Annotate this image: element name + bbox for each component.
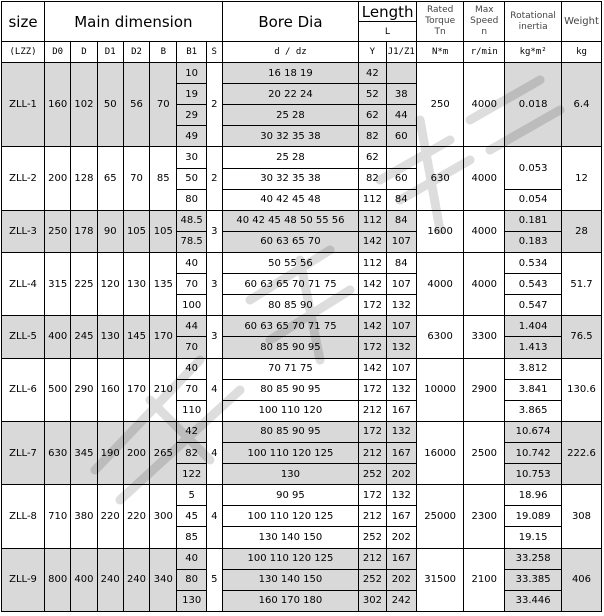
inertia-cell: 18.96: [505, 485, 562, 506]
torque-cell: 25000: [417, 485, 464, 548]
rotational-inertia-header: [505, 2, 562, 42]
unit-cell: B: [150, 42, 177, 63]
torque-cell: 10000: [417, 358, 464, 421]
s-cell: 3: [206, 210, 222, 252]
speed-cell: 4000: [464, 210, 505, 252]
inertia-cell: 0.018: [505, 63, 562, 147]
bore-cell: 60 63 65 70: [222, 231, 359, 252]
torque-header-line: Tn: [434, 27, 446, 37]
model-d-cell: 380: [71, 485, 97, 548]
unit-cell: kg*m²: [505, 42, 562, 63]
y-cell: 82: [359, 168, 386, 189]
b1-cell: 40: [177, 252, 206, 273]
weight-cell: 308: [561, 485, 601, 548]
length-sub-header: L: [359, 22, 417, 42]
b1-cell: 5: [177, 485, 206, 506]
table-body: [2, 63, 602, 612]
y-cell: 142: [359, 358, 386, 379]
torque-cell: 250: [417, 63, 464, 147]
rated-torque-header: [417, 2, 464, 42]
b1-cell: 30: [177, 147, 206, 168]
model-d-cell: 128: [71, 147, 97, 210]
b1-cell: 70: [177, 379, 206, 400]
model-b-cell: 105: [150, 210, 177, 252]
j1-cell: 167: [386, 506, 416, 527]
inertia-cell: 1.413: [505, 337, 562, 358]
b1-cell: 110: [177, 400, 206, 421]
s-cell: 5: [206, 548, 222, 611]
unit-cell: N*m: [417, 42, 464, 63]
size-header: size: [2, 2, 45, 42]
j1-cell: 38: [386, 84, 416, 105]
model-b-cell: 265: [150, 421, 177, 484]
table-row: [2, 358, 602, 379]
model-d0-cell: 315: [45, 252, 71, 315]
b1-cell: 70: [177, 274, 206, 295]
model-d-cell: 178: [71, 210, 97, 252]
y-cell: 212: [359, 548, 386, 569]
b1-cell: 78.5: [177, 231, 206, 252]
j1-cell: 202: [386, 569, 416, 590]
model-b-cell: 210: [150, 358, 177, 421]
j1-cell: 107: [386, 358, 416, 379]
s-cell: 3: [206, 316, 222, 358]
unit-cell: D0: [45, 42, 71, 63]
inertia-cell: 0.053: [505, 147, 562, 189]
inertia-cell: 33.385: [505, 569, 562, 590]
model-b-cell: 340: [150, 548, 177, 611]
j1-cell: 60: [386, 168, 416, 189]
inertia-cell: 1.404: [505, 316, 562, 337]
inertia-cell: 0.547: [505, 295, 562, 316]
model-d1-cell: 65: [97, 147, 123, 210]
bore-cell: 100 110 120 125: [222, 506, 359, 527]
bore-cell: 160 170 180: [222, 590, 359, 611]
y-cell: 212: [359, 400, 386, 421]
j1-cell: 132: [386, 337, 416, 358]
y-cell: 62: [359, 147, 386, 168]
bore-cell: 100 110 120 125: [222, 548, 359, 569]
j1-cell: 167: [386, 548, 416, 569]
inertia-cell: 33.446: [505, 590, 562, 611]
y-cell: 252: [359, 464, 386, 485]
weight-cell: 406: [561, 548, 601, 611]
weight-cell: 12: [561, 147, 601, 210]
speed-cell: 2500: [464, 421, 505, 484]
y-cell: 252: [359, 527, 386, 548]
model-d2-cell: 240: [123, 548, 149, 611]
s-cell: 4: [206, 485, 222, 548]
model-d-cell: 102: [71, 63, 97, 147]
inertia-cell: 10.742: [505, 442, 562, 463]
bore-cell: 16 18 19: [222, 63, 359, 84]
torque-cell: 31500: [417, 548, 464, 611]
bore-cell: 80 85 90: [222, 295, 359, 316]
b1-cell: 19: [177, 84, 206, 105]
weight-cell: 130.6: [561, 358, 601, 421]
j1-cell: 202: [386, 527, 416, 548]
torque-cell: 630: [417, 147, 464, 210]
torque-cell: 1600: [417, 210, 464, 252]
header-row-top: [2, 2, 602, 22]
table-row: [2, 147, 602, 168]
model-b-cell: 170: [150, 316, 177, 358]
bore-cell: 70 71 75: [222, 358, 359, 379]
y-cell: 172: [359, 337, 386, 358]
y-cell: 212: [359, 442, 386, 463]
model-d2-cell: 170: [123, 358, 149, 421]
coupling-spec-table: [1, 1, 602, 612]
b1-cell: 48.5: [177, 210, 206, 231]
torque-cell: 4000: [417, 252, 464, 315]
bore-cell: 30 32 35 38: [222, 168, 359, 189]
torque-cell: 16000: [417, 421, 464, 484]
y-cell: 212: [359, 506, 386, 527]
unit-cell: J1/Z1: [386, 42, 416, 63]
model-d2-cell: 105: [123, 210, 149, 252]
j1-cell: 167: [386, 442, 416, 463]
y-cell: 302: [359, 590, 386, 611]
model-d1-cell: 130: [97, 316, 123, 358]
model-d-cell: 290: [71, 358, 97, 421]
speed-cell: 2300: [464, 485, 505, 548]
inertia-cell: 0.183: [505, 231, 562, 252]
inertia-cell: 10.753: [505, 464, 562, 485]
bore-cell: 80 85 90 95: [222, 379, 359, 400]
table-row: [2, 210, 602, 231]
unit-cell: r/min: [464, 42, 505, 63]
j1-cell: 84: [386, 210, 416, 231]
j1-cell: 107: [386, 274, 416, 295]
b1-cell: 100: [177, 295, 206, 316]
weight-cell: 6.4: [561, 63, 601, 147]
bore-cell: 50 55 56: [222, 252, 359, 273]
bore-cell: 20 22 24: [222, 84, 359, 105]
bore-cell: 130 140 150: [222, 569, 359, 590]
weight-cell: 28: [561, 210, 601, 252]
model-d1-cell: 220: [97, 485, 123, 548]
inertia-cell: 3.865: [505, 400, 562, 421]
inertia-cell: 19.089: [505, 506, 562, 527]
y-cell: 142: [359, 316, 386, 337]
y-cell: 112: [359, 189, 386, 210]
b1-cell: 130: [177, 590, 206, 611]
b1-cell: 85: [177, 527, 206, 548]
model-d2-cell: 56: [123, 63, 149, 147]
bore-cell: 40 42 45 48: [222, 189, 359, 210]
speed-cell: 3300: [464, 316, 505, 358]
bore-cell: 30 32 35 38: [222, 126, 359, 147]
torque-cell: 6300: [417, 316, 464, 358]
unit-row: [2, 42, 602, 63]
y-cell: 142: [359, 231, 386, 252]
bore-cell: 80 85 90 95: [222, 421, 359, 442]
model-b-cell: 135: [150, 252, 177, 315]
bore-cell: 25 28: [222, 147, 359, 168]
j1-cell: 132: [386, 295, 416, 316]
model-d0-cell: 630: [45, 421, 71, 484]
j1-cell: 132: [386, 485, 416, 506]
s-cell: 4: [206, 421, 222, 484]
speed-header-line: n: [481, 27, 488, 37]
bore-cell: 25 28: [222, 105, 359, 126]
j1-cell: 132: [386, 421, 416, 442]
torque-header-line: Rated: [426, 5, 454, 15]
speed-cell: 4000: [464, 252, 505, 315]
model-d-cell: 345: [71, 421, 97, 484]
y-cell: 252: [359, 569, 386, 590]
table-row: [2, 485, 602, 506]
model-d1-cell: 190: [97, 421, 123, 484]
length-header: Length: [359, 2, 417, 22]
model-d0-cell: 400: [45, 316, 71, 358]
model-d2-cell: 220: [123, 485, 149, 548]
j1-cell: 132: [386, 379, 416, 400]
model-d0-cell: 800: [45, 548, 71, 611]
j1-cell: 202: [386, 464, 416, 485]
unit-cell: D1: [97, 42, 123, 63]
j1-cell: 84: [386, 189, 416, 210]
weight-cell: 51.7: [561, 252, 601, 315]
b1-cell: 49: [177, 126, 206, 147]
j1-cell: 44: [386, 105, 416, 126]
model-b-cell: 300: [150, 485, 177, 548]
y-cell: 42: [359, 63, 386, 84]
j1-cell: 84: [386, 252, 416, 273]
model-b-cell: 70: [150, 63, 177, 147]
s-cell: 4: [206, 358, 222, 421]
y-cell: 112: [359, 210, 386, 231]
b1-cell: 82: [177, 442, 206, 463]
max-speed-header: [464, 2, 505, 42]
unit-cell: D2: [123, 42, 149, 63]
y-cell: 112: [359, 252, 386, 273]
weight-cell: 222.6: [561, 421, 601, 484]
model-d2-cell: 70: [123, 147, 149, 210]
bore-cell: 130: [222, 464, 359, 485]
unit-cell: Y: [359, 42, 386, 63]
b1-cell: 70: [177, 337, 206, 358]
torque-header-line: Torque: [425, 16, 456, 26]
inertia-cell: 0.054: [505, 189, 562, 210]
bore-dia-header: Bore Dia: [222, 2, 359, 42]
model-name-cell: ZLL-8: [2, 485, 45, 548]
model-name-cell: ZLL-3: [2, 210, 45, 252]
inertia-cell: 10.674: [505, 421, 562, 442]
b1-cell: 42: [177, 421, 206, 442]
inertia-cell: 0.181: [505, 210, 562, 231]
model-name-cell: ZLL-5: [2, 316, 45, 358]
table-row: [2, 421, 602, 442]
y-cell: 52: [359, 84, 386, 105]
y-cell: 172: [359, 295, 386, 316]
bore-cell: 60 63 65 70 71 75: [222, 274, 359, 295]
model-d0-cell: 160: [45, 63, 71, 147]
bore-cell: 130 140 150: [222, 527, 359, 548]
unit-cell: kg: [561, 42, 601, 63]
table-row: [2, 63, 602, 84]
unit-cell: d / dz: [222, 42, 359, 63]
y-cell: 172: [359, 421, 386, 442]
bore-cell: 90 95: [222, 485, 359, 506]
j1-cell: 107: [386, 231, 416, 252]
inertia-cell: 3.841: [505, 379, 562, 400]
unit-cell: (LZZ): [2, 42, 45, 63]
model-d0-cell: 250: [45, 210, 71, 252]
speed-header-line: Speed: [470, 16, 499, 26]
model-b-cell: 85: [150, 147, 177, 210]
j1-cell: 60: [386, 126, 416, 147]
speed-cell: 2100: [464, 548, 505, 611]
b1-cell: 40: [177, 358, 206, 379]
j1-cell: 167: [386, 400, 416, 421]
inertia-cell: 3.812: [505, 358, 562, 379]
b1-cell: 44: [177, 316, 206, 337]
model-d-cell: 245: [71, 316, 97, 358]
unit-cell: D: [71, 42, 97, 63]
model-d-cell: 400: [71, 548, 97, 611]
model-name-cell: ZLL-6: [2, 358, 45, 421]
j1-cell: [386, 147, 416, 168]
s-cell: 3: [206, 252, 222, 315]
b1-cell: 29: [177, 105, 206, 126]
model-d0-cell: 500: [45, 358, 71, 421]
y-cell: 82: [359, 126, 386, 147]
b1-cell: 40: [177, 548, 206, 569]
unit-cell: B1: [177, 42, 206, 63]
s-cell: 2: [206, 147, 222, 210]
j1-cell: 242: [386, 590, 416, 611]
model-name-cell: ZLL-7: [2, 421, 45, 484]
model-d2-cell: 200: [123, 421, 149, 484]
weight-header: Weight: [561, 2, 601, 42]
model-d2-cell: 130: [123, 252, 149, 315]
y-cell: 62: [359, 105, 386, 126]
model-d1-cell: 160: [97, 358, 123, 421]
b1-cell: 80: [177, 569, 206, 590]
model-d0-cell: 200: [45, 147, 71, 210]
table-row: [2, 252, 602, 273]
j1-cell: 107: [386, 316, 416, 337]
model-name-cell: ZLL-2: [2, 147, 45, 210]
b1-cell: 50: [177, 168, 206, 189]
y-cell: 142: [359, 274, 386, 295]
y-cell: 172: [359, 485, 386, 506]
speed-cell: 2900: [464, 358, 505, 421]
y-cell: 172: [359, 379, 386, 400]
inertia-cell: 19.15: [505, 527, 562, 548]
inertia-cell: 0.543: [505, 274, 562, 295]
bore-cell: 40 42 45 48 50 55 56: [222, 210, 359, 231]
j1-cell: [386, 63, 416, 84]
speed-cell: 4000: [464, 147, 505, 210]
model-d1-cell: 120: [97, 252, 123, 315]
main-dimension-header: Main dimension: [45, 2, 223, 42]
inertia-header-line: inertia: [518, 21, 548, 32]
speed-cell: 4000: [464, 63, 505, 147]
bore-cell: 100 110 120 125: [222, 442, 359, 463]
b1-cell: 80: [177, 189, 206, 210]
bore-cell: 60 63 65 70 71 75: [222, 316, 359, 337]
speed-header-line: Max: [474, 5, 494, 15]
inertia-header-line: Rotational: [510, 10, 556, 21]
model-d2-cell: 145: [123, 316, 149, 358]
model-name-cell: ZLL-9: [2, 548, 45, 611]
b1-cell: 45: [177, 506, 206, 527]
b1-cell: 10: [177, 63, 206, 84]
b1-cell: 122: [177, 464, 206, 485]
model-d0-cell: 710: [45, 485, 71, 548]
model-name-cell: ZLL-1: [2, 63, 45, 147]
table-row: [2, 316, 602, 337]
model-d1-cell: 240: [97, 548, 123, 611]
bore-cell: 100 110 120: [222, 400, 359, 421]
model-name-cell: ZLL-4: [2, 252, 45, 315]
bore-cell: 80 85 90 95: [222, 337, 359, 358]
model-d-cell: 225: [71, 252, 97, 315]
inertia-cell: 33.258: [505, 548, 562, 569]
unit-cell: S: [206, 42, 222, 63]
inertia-cell: 0.534: [505, 252, 562, 273]
model-d1-cell: 50: [97, 63, 123, 147]
table-row: [2, 548, 602, 569]
model-d1-cell: 90: [97, 210, 123, 252]
s-cell: 2: [206, 63, 222, 147]
weight-cell: 76.5: [561, 316, 601, 358]
